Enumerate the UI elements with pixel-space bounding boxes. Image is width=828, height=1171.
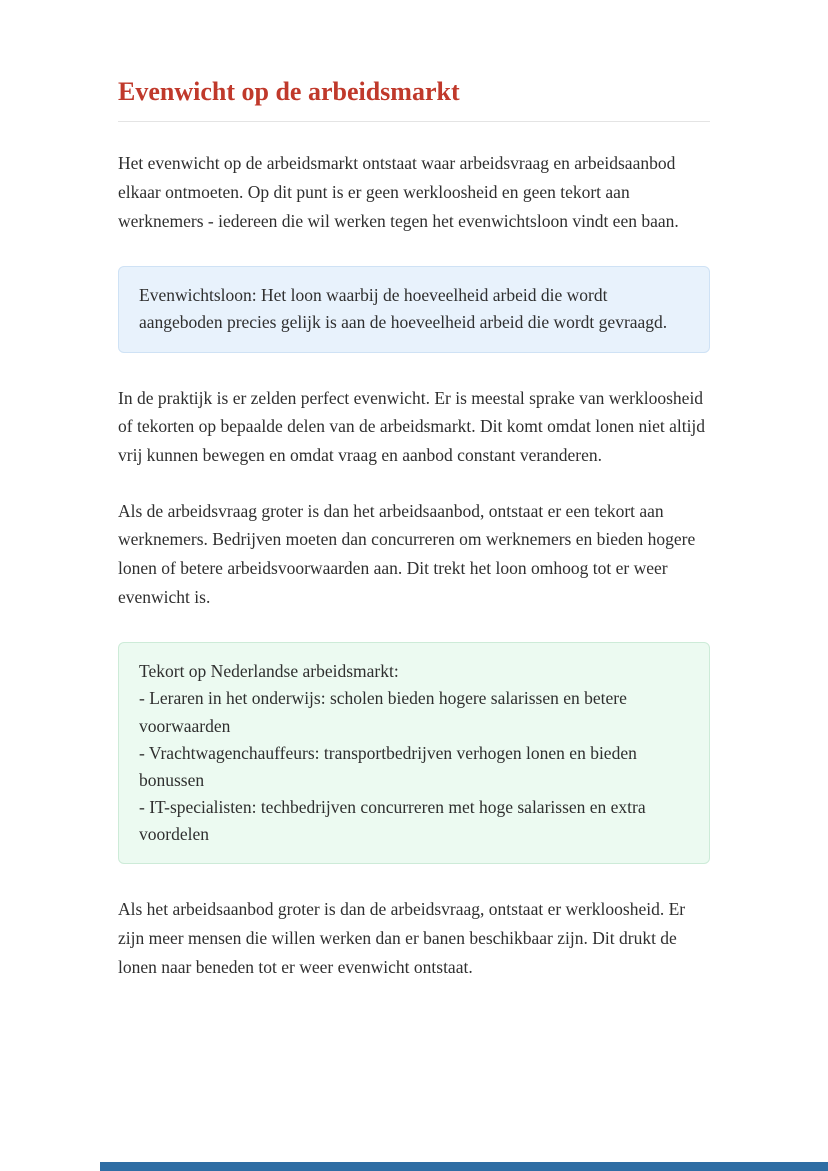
definition-box bbox=[118, 266, 710, 352]
example-box-title: Tekort op Nederlandse arbeidsmarkt: bbox=[139, 661, 399, 682]
page-title: Evenwicht op de arbeidsmarkt bbox=[118, 76, 710, 122]
document-page bbox=[118, 0, 710, 981]
next-section-bar bbox=[100, 1162, 828, 1171]
example-item: - IT-specialisten: techbedrijven concurreren met hoge salarissen en extra voordelen bbox=[139, 796, 646, 845]
example-box bbox=[118, 642, 710, 864]
definition-text: Evenwichtsloon: Het loon waarbij de hoeveelheid arbeid die wordt aangeboden precies gelijk is aan de hoeveelheid arbeid die wordt gevraagd. bbox=[139, 285, 668, 333]
intro-paragraph: Het evenwicht op de arbeidsmarkt ontstaat waar arbeidsvraag en arbeidsaanbod elkaar ontmoeten. Op dit punt is er geen werkloosheid en geen tekort aan werknemers - iedereen die wil werken tegen het evenwichtsloon vindt een baan. bbox=[118, 153, 679, 231]
surplus-paragraph: Als het arbeidsaanbod groter is dan de arbeidsvraag, ontstaat er werkloosheid. Er zijn meer mensen die willen werken dan er banen beschikbaar zijn. Dit drukt de lonen naar beneden tot er weer evenwicht ontstaat. bbox=[118, 899, 686, 977]
shortage-paragraph: Als de arbeidsvraag groter is dan het arbeidsaanbod, ontstaat er een tekort aan werknemers. Bedrijven moeten dan concurreren om werknemers en bieden hogere lonen of betere arbeidsvoorwaarden aan. Dit trekt het loon omhoog tot er weer evenwicht is. bbox=[118, 500, 696, 607]
example-item: - Vrachtwagenchauffeurs: transportbedrijven verhogen lonen en bieden bonussen bbox=[139, 742, 637, 790]
practice-paragraph: In de praktijk is er zelden perfect evenwicht. Er is meestal sprake van werkloosheid of tekorten op bepaalde delen van de arbeidsmarkt. Dit komt omdat lonen niet altijd vrij kunnen bewegen en omdat vraag en aanbod constant veranderen. bbox=[118, 387, 706, 465]
example-item: - Leraren in het onderwijs: scholen bieden hogere salarissen en betere voorwaarden bbox=[139, 688, 627, 736]
